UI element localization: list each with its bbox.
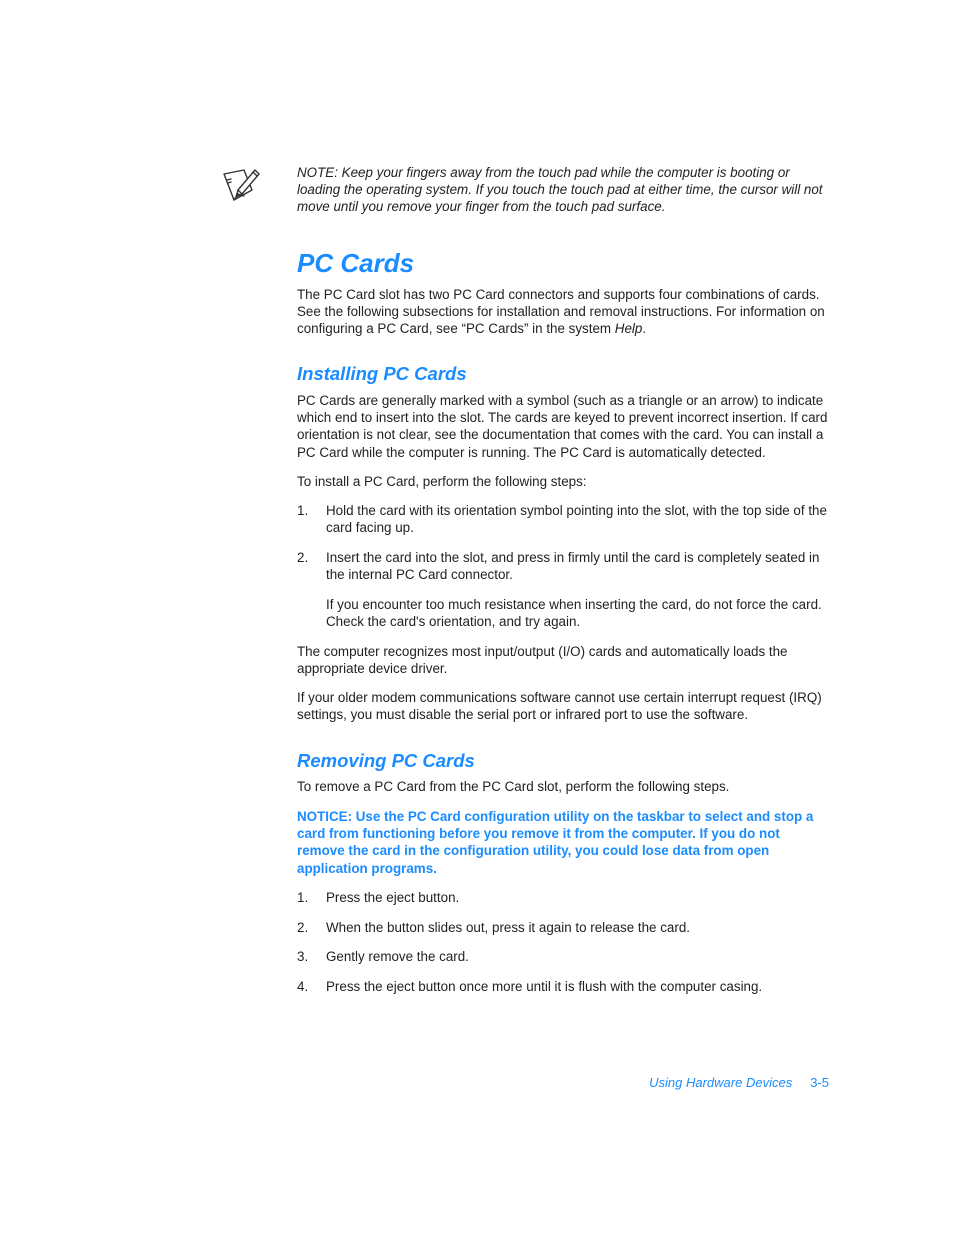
- installing-para-2: To install a PC Card, perform the following steps:: [297, 474, 587, 489]
- note-pencil-icon: [222, 166, 262, 204]
- removing-para-1: To remove a PC Card from the PC Card slot, perform the following steps.: [297, 779, 730, 794]
- step-number: 2.: [297, 550, 309, 565]
- step-text: Insert the card into the slot, and press in firmly until the card is completely seated in the internal PC Card connector.: [326, 550, 820, 583]
- remove-step-3: [297, 948, 831, 965]
- remove-step-1: [297, 889, 831, 906]
- page-footer: [649, 1074, 829, 1091]
- step-text: Press the eject button.: [326, 890, 460, 905]
- removing-heading: Removing PC Cards: [297, 750, 475, 771]
- note-text: NOTE: Keep your fingers away from the touch pad while the computer is booting or loading the operating system. If you touch the touch pad at either time, the cursor will not move until you remove your finger from the touch pad surface.: [297, 165, 823, 215]
- install-step-2-subpara: If you encounter too much resistance when inserting the card, do not force the card. Check the card's orientation, and try again.: [326, 597, 822, 630]
- intro-period: .: [642, 321, 647, 337]
- footer-page-number: 3-5: [810, 1075, 829, 1090]
- remove-step-2: [297, 919, 831, 936]
- step-number: 1.: [297, 503, 309, 518]
- step-number: 1.: [297, 890, 309, 905]
- installing-para-1: PC Cards are generally marked with a symbol (such as a triangle or an arrow) to indicate which end to insert into the slot. The cards are keyed to prevent incorrect insertion. If card orientation is not clear, see the documentation that comes with the card. You can install a PC Card while the computer is running. The PC Card is automatically detected.: [297, 393, 828, 460]
- install-step-2: [297, 549, 831, 583]
- step-number: 2.: [297, 920, 309, 935]
- removing-notice: NOTICE: Use the PC Card configuration utility on the taskbar to select and stop a card from functioning before you remove it from the computer. If you do not remove the card in the configuration utility, you could lose data from open application programs.: [297, 809, 814, 876]
- section-intro: [297, 286, 831, 338]
- footer-chapter: Using Hardware Devices: [649, 1075, 793, 1090]
- step-number: 3.: [297, 949, 309, 964]
- remove-step-4: [297, 978, 831, 995]
- step-number: 4.: [297, 979, 309, 994]
- step-text: Gently remove the card.: [326, 949, 469, 964]
- installing-para-4: If your older modem communications software cannot use certain interrupt request (IRQ) settings, you must disable the serial port or infrared port to use the software.: [297, 690, 822, 723]
- installing-heading: Installing PC Cards: [297, 363, 467, 384]
- section-title: PC Cards: [297, 248, 415, 278]
- intro-help-emphasis: Help: [614, 321, 643, 337]
- intro-text: The PC Card slot has two PC Card connectors and supports four combinations of cards. See the following subsections for installation and removal instructions. For information on configuring a PC Card, see “PC Cards” in the system: [297, 287, 825, 337]
- step-text: Hold the card with its orientation symbol pointing into the slot, with the top side of the card facing up.: [326, 503, 827, 536]
- installing-para-3: The computer recognizes most input/output (I/O) cards and automatically loads the appropriate device driver.: [297, 644, 788, 677]
- step-text: When the button slides out, press it again to release the card.: [326, 920, 690, 935]
- step-text: Press the eject button once more until it is flush with the computer casing.: [326, 979, 763, 994]
- install-step-1: [297, 502, 831, 536]
